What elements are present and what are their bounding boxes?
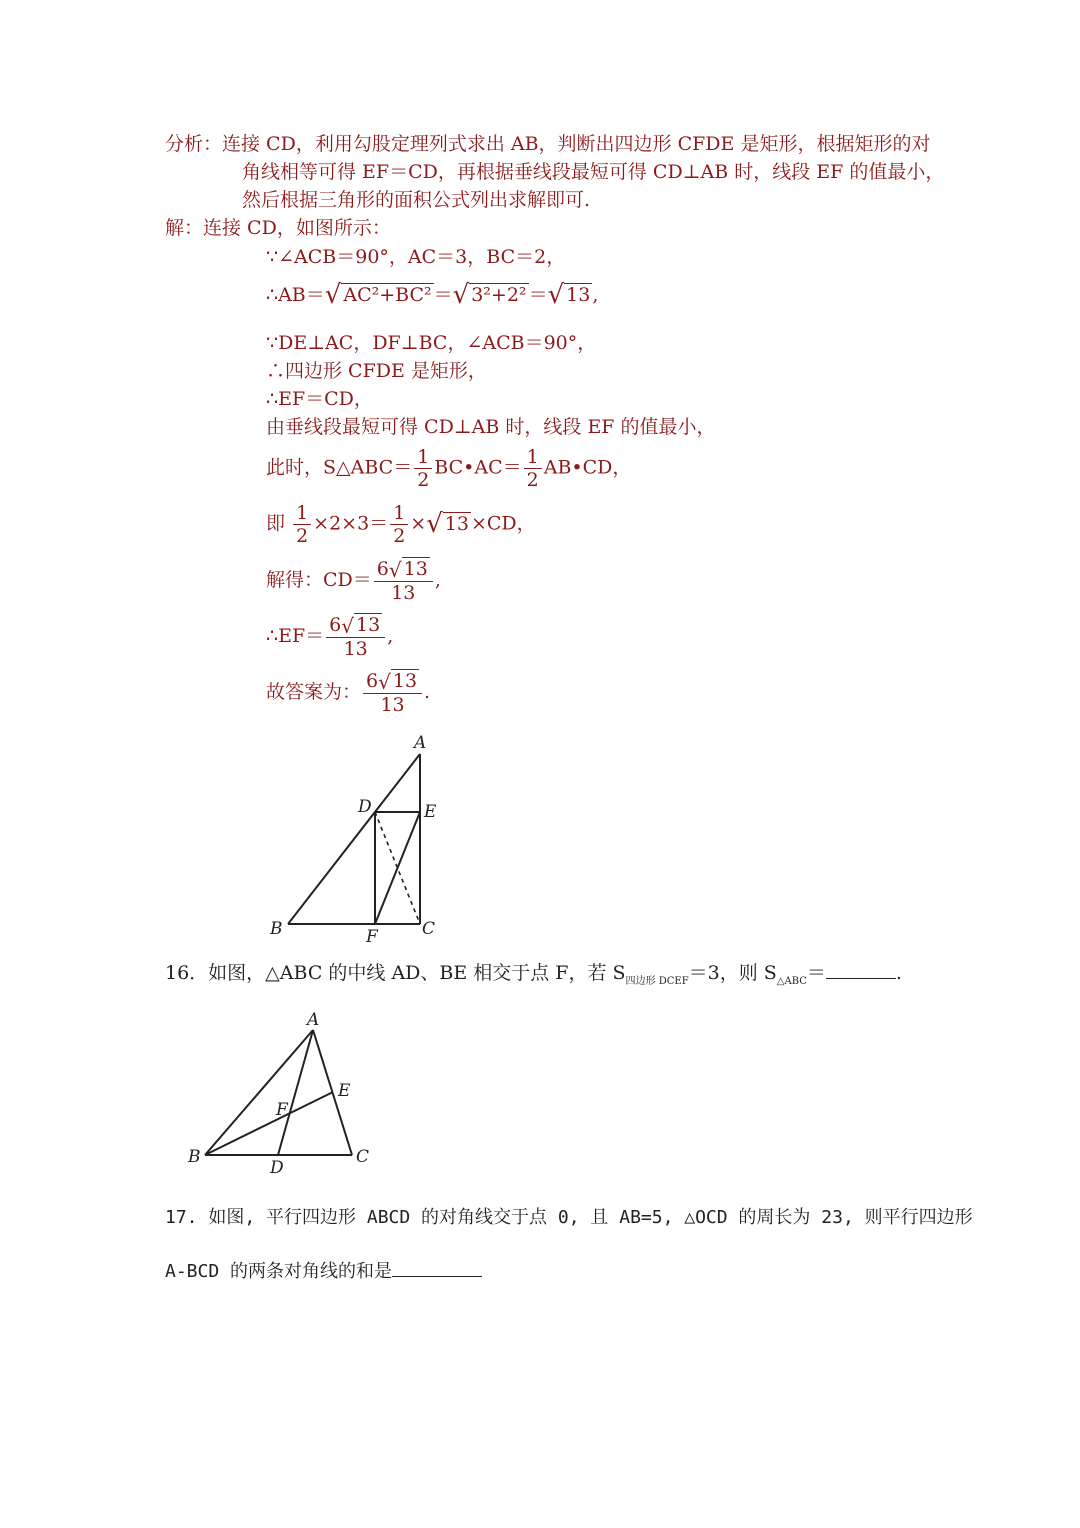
sqrt-ac-bc-arg: AC²+BC² [343, 284, 432, 306]
fraction-num: 1 [524, 446, 542, 469]
fraction-half [524, 446, 542, 491]
step-3: ∵DE⊥AC，DF⊥BC，∠ACB＝90°， [266, 332, 597, 354]
label-b: B [188, 1147, 201, 1167]
sqrt-ac-bc: √ AC²+BC² [324, 280, 432, 310]
q16-mid: ＝3，则 S [688, 962, 777, 984]
comma: , [434, 569, 441, 591]
q16-answer-blank[interactable] [826, 962, 896, 979]
comma: , [387, 625, 394, 647]
label-c: C [356, 1147, 370, 1167]
answer-den: 13 [380, 694, 405, 716]
fraction-num: 1 [414, 446, 432, 469]
period: . [424, 681, 431, 703]
line-ab [205, 1030, 313, 1155]
step-9 [266, 558, 441, 604]
answer-fraction [363, 670, 422, 716]
label-b: B [270, 919, 283, 939]
q16-sub-quad: 四边形 DCEF [625, 975, 689, 987]
times: × [410, 512, 427, 535]
q16-dot: . [895, 962, 902, 984]
answer-num [363, 670, 422, 694]
label-d: D [270, 1158, 284, 1178]
fraction-num: 1 [293, 502, 311, 525]
fraction-half [390, 502, 408, 547]
step-2 [266, 282, 598, 308]
label-d: D [358, 797, 372, 817]
q17-line-2-text: A-BCD 的两条对角线的和是 [165, 1261, 393, 1282]
step-10 [266, 614, 393, 660]
q16-sub-tri: △ABC [776, 975, 807, 987]
analysis-line-1 [165, 131, 930, 157]
label-f: F [276, 1100, 288, 1120]
step-11 [266, 670, 430, 716]
fraction-den: 2 [296, 525, 309, 547]
sqrt-13-arg: 13 [356, 614, 381, 636]
fraction-num: 1 [390, 502, 408, 525]
solution-intro-text: 连接 CD，如图所示： [203, 217, 391, 239]
figure-2-triangle [180, 1005, 390, 1180]
fraction-den: 2 [417, 469, 430, 491]
sqrt-13: √ 13 [341, 614, 381, 638]
step-10-prefix: ∴EF＝ [266, 625, 325, 647]
step-5: ∴EF＝CD， [266, 388, 373, 410]
fraction-den: 2 [526, 469, 539, 491]
analysis-label: 分析： [165, 133, 223, 155]
label-a: A [307, 1010, 320, 1030]
answer-fraction [374, 558, 433, 604]
line-ab [288, 754, 420, 924]
answer-den: 13 [343, 638, 368, 660]
q16-prefix: 16．如图，△ABC 的中线 AD、BE 相交于点 F，若 S [165, 962, 626, 984]
step-7 [266, 446, 631, 491]
figure-1-triangle [260, 728, 460, 948]
sqrt-13-arg: 13 [403, 558, 428, 580]
fraction-half [414, 446, 432, 491]
step-9-prefix: 解得：CD＝ [266, 569, 372, 591]
coef: 6 [366, 670, 379, 692]
label-f: F [366, 927, 378, 947]
sqrt-13: √ 13 [547, 280, 591, 310]
equals: ＝ [433, 284, 453, 306]
step-8-end: ×CD， [470, 512, 536, 535]
sqrt-13: √ 13 [426, 508, 469, 539]
q16-equals: ＝ [806, 962, 826, 984]
step-2-prefix: ∴AB＝ [266, 284, 325, 306]
q17-answer-blank[interactable] [392, 1258, 482, 1277]
analysis-line-3: 然后根据三角形的面积公式列出求解即可. [242, 189, 591, 211]
step-1: ∵∠ACB＝90°，AC＝3，BC＝2， [266, 246, 566, 268]
sqrt-3-2-arg: 3²+2² [471, 284, 527, 306]
step-7-end: AB•CD， [543, 456, 632, 479]
analysis-line-2: 角线相等可得 EF＝CD，再根据垂线段最短可得 CD⊥AB 时，线段 EF 的值最小， [242, 161, 945, 183]
equals: ＝ [528, 284, 548, 306]
question-16 [165, 960, 902, 995]
coef: 6 [376, 558, 389, 580]
sqrt-13: √ 13 [378, 670, 418, 694]
sqrt-13-arg: 13 [566, 284, 591, 306]
line-be [205, 1092, 333, 1155]
answer-den: 13 [391, 582, 416, 604]
sqrt-13: √ 13 [388, 558, 428, 582]
label-a: A [414, 733, 427, 753]
answer-num [326, 614, 385, 638]
step-7-mid: BC•AC＝ [434, 456, 522, 479]
answer-num [374, 558, 433, 582]
step-4: ∴四边形 CFDE 是矩形， [266, 360, 487, 382]
label-c: C [422, 919, 436, 939]
answer-fraction [326, 614, 385, 660]
solution-intro [165, 215, 391, 241]
analysis-text-1: 连接 CD，利用勾股定理列式求出 AB，判断出四边形 CFDE 是矩形，根据矩形的对 [222, 133, 931, 155]
coef: 6 [329, 614, 342, 636]
question-17-line-1: 17. 如图, 平行四边形 ABCD 的对角线交于点 0, 且 AB=5, △OCD 的周长为 23, 则平行四边形 [165, 1207, 973, 1228]
step-8-mid: ×2×3＝ [313, 512, 389, 535]
step-6: 由垂线段最短可得 CD⊥AB 时，线段 EF 的值最小， [266, 416, 716, 438]
fraction-half [293, 502, 311, 547]
step-8-prefix: 即 [266, 512, 286, 535]
step-7-prefix: 此时，S△ABC＝ [266, 456, 413, 479]
step-8 [266, 502, 536, 547]
fraction-den: 2 [393, 525, 406, 547]
sqrt-3-2: √ 3²+2² [452, 280, 527, 310]
sqrt-13-arg: 13 [444, 512, 469, 535]
sqrt-13-arg: 13 [392, 670, 418, 692]
label-e: E [424, 802, 437, 822]
step-11-prefix: 故答案为： [266, 681, 362, 703]
label-e: E [338, 1081, 351, 1101]
comma: , [592, 284, 599, 306]
solution-label: 解： [165, 217, 204, 239]
question-17-line-2 [165, 1258, 482, 1285]
